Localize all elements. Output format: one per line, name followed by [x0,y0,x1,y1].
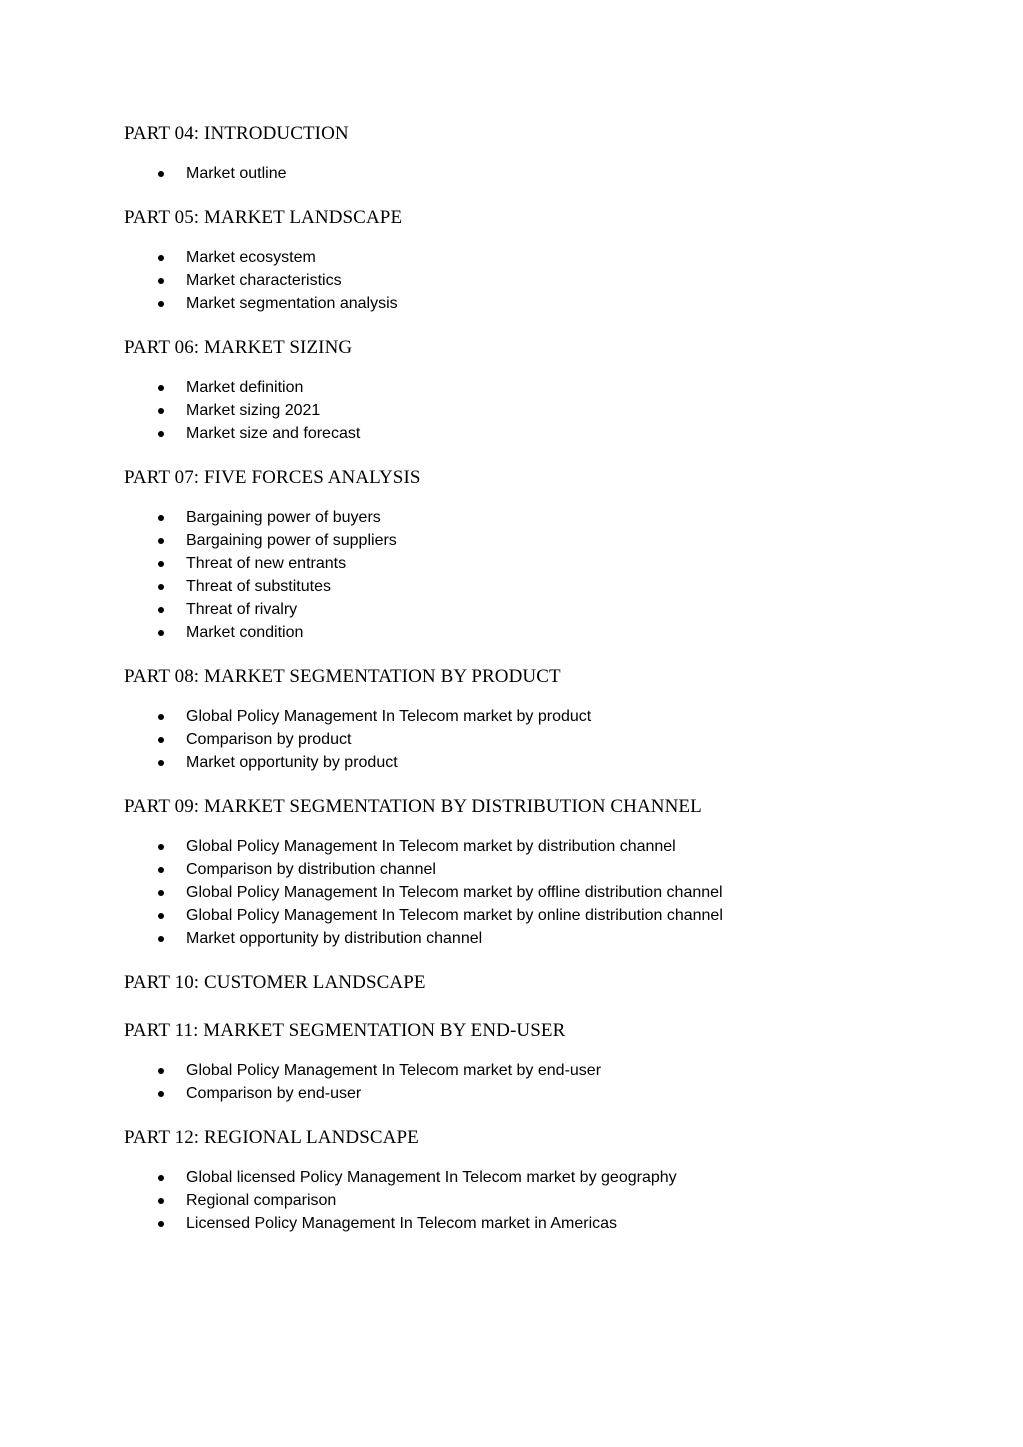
list-item [124,529,944,552]
list-item-text: Global licensed Policy Management In Telecom market by geography [186,1169,677,1186]
bullet-icon [158,255,164,261]
list-item-text: Global Policy Management In Telecom market by offline distribution channel [186,884,723,901]
list-item [124,1189,944,1212]
list-item [124,621,944,644]
list-item-text: Threat of rivalry [186,601,298,618]
list-item [124,552,944,575]
table-of-contents [124,122,944,1256]
bullet-icon [158,1091,164,1097]
list-item [124,927,944,950]
bullet-icon [158,408,164,414]
list-item-text: Global Policy Management In Telecom market by product [186,708,592,725]
section-heading: PART 05: MARKET LANDSCAPE [124,207,403,228]
list-item-text: Bargaining power of suppliers [186,532,397,549]
list-item [124,246,944,269]
section-heading: PART 06: MARKET SIZING [124,337,353,358]
bullet-icon [158,1175,164,1181]
bullet-icon [158,760,164,766]
bullet-icon [158,301,164,307]
list-item-text: Market condition [186,624,304,641]
toc-section [124,466,944,644]
bullet-list [124,1059,944,1105]
bullet-icon [158,607,164,613]
bullet-icon [158,844,164,850]
list-item [124,705,944,728]
section-heading: PART 07: FIVE FORCES ANALYSIS [124,467,421,488]
section-heading: PART 12: REGIONAL LANDSCAPE [124,1127,419,1148]
section-heading: PART 04: INTRODUCTION [124,123,349,144]
list-item [124,1059,944,1082]
section-heading: PART 08: MARKET SEGMENTATION BY PRODUCT [124,666,561,687]
list-item-text: Market opportunity by product [186,754,398,771]
bullet-list [124,705,944,774]
bullet-icon [158,890,164,896]
bullet-icon [158,431,164,437]
list-item-text: Global Policy Management In Telecom market by end-user [186,1062,602,1079]
bullet-list [124,376,944,445]
list-item-text: Market ecosystem [186,249,316,266]
list-item-text: Market segmentation analysis [186,295,398,312]
bullet-icon [158,584,164,590]
list-item [124,506,944,529]
list-item [124,399,944,422]
list-item-text: Licensed Policy Management In Telecom market in Americas [186,1215,618,1232]
bullet-icon [158,714,164,720]
list-item-text: Bargaining power of buyers [186,509,381,526]
bullet-list [124,1166,944,1235]
list-item-text: Regional comparison [186,1192,337,1209]
list-item [124,904,944,927]
list-item-text: Market outline [186,165,287,182]
bullet-icon [158,515,164,521]
bullet-icon [158,1068,164,1074]
toc-section [124,336,944,445]
list-item [124,835,944,858]
bullet-icon [158,1221,164,1227]
bullet-icon [158,561,164,567]
bullet-icon [158,913,164,919]
list-item-text: Market definition [186,379,304,396]
bullet-icon [158,1198,164,1204]
list-item-text: Market size and forecast [186,425,361,442]
bullet-icon [158,385,164,391]
list-item-text: Global Policy Management In Telecom market by distribution channel [186,838,676,855]
toc-section [124,122,944,185]
list-item-text: Threat of substitutes [186,578,331,595]
toc-section [124,1019,944,1105]
bullet-list [124,835,944,950]
toc-section [124,795,944,950]
bullet-list [124,246,944,315]
list-item [124,162,944,185]
bullet-icon [158,867,164,873]
list-item-text: Comparison by end-user [186,1085,362,1102]
list-item [124,728,944,751]
list-item [124,881,944,904]
list-item-text: Threat of new entrants [186,555,347,572]
list-item [124,575,944,598]
list-item [124,269,944,292]
list-item-text: Market opportunity by distribution channel [186,930,483,947]
section-heading: PART 10: CUSTOMER LANDSCAPE [124,972,426,993]
toc-section [124,206,944,315]
bullet-icon [158,936,164,942]
list-item-text: Global Policy Management In Telecom market by online distribution channel [186,907,723,924]
section-heading: PART 09: MARKET SEGMENTATION BY DISTRIBUTION CHANNEL [124,796,702,817]
toc-section [124,971,944,995]
list-item [124,422,944,445]
list-item [124,1082,944,1105]
list-item [124,1212,944,1235]
list-item-text: Market sizing 2021 [186,402,321,419]
bullet-list [124,506,944,644]
toc-section [124,1126,944,1235]
list-item-text: Comparison by product [186,731,352,748]
list-item-text: Comparison by distribution channel [186,861,436,878]
bullet-icon [158,171,164,177]
bullet-icon [158,630,164,636]
toc-section [124,665,944,774]
bullet-list [124,162,944,185]
section-heading: PART 11: MARKET SEGMENTATION BY END-USER [124,1020,566,1041]
list-item [124,751,944,774]
bullet-icon [158,538,164,544]
list-item-text: Market characteristics [186,272,342,289]
list-item [124,376,944,399]
list-item [124,292,944,315]
list-item [124,858,944,881]
list-item [124,1166,944,1189]
list-item [124,598,944,621]
bullet-icon [158,737,164,743]
bullet-icon [158,278,164,284]
